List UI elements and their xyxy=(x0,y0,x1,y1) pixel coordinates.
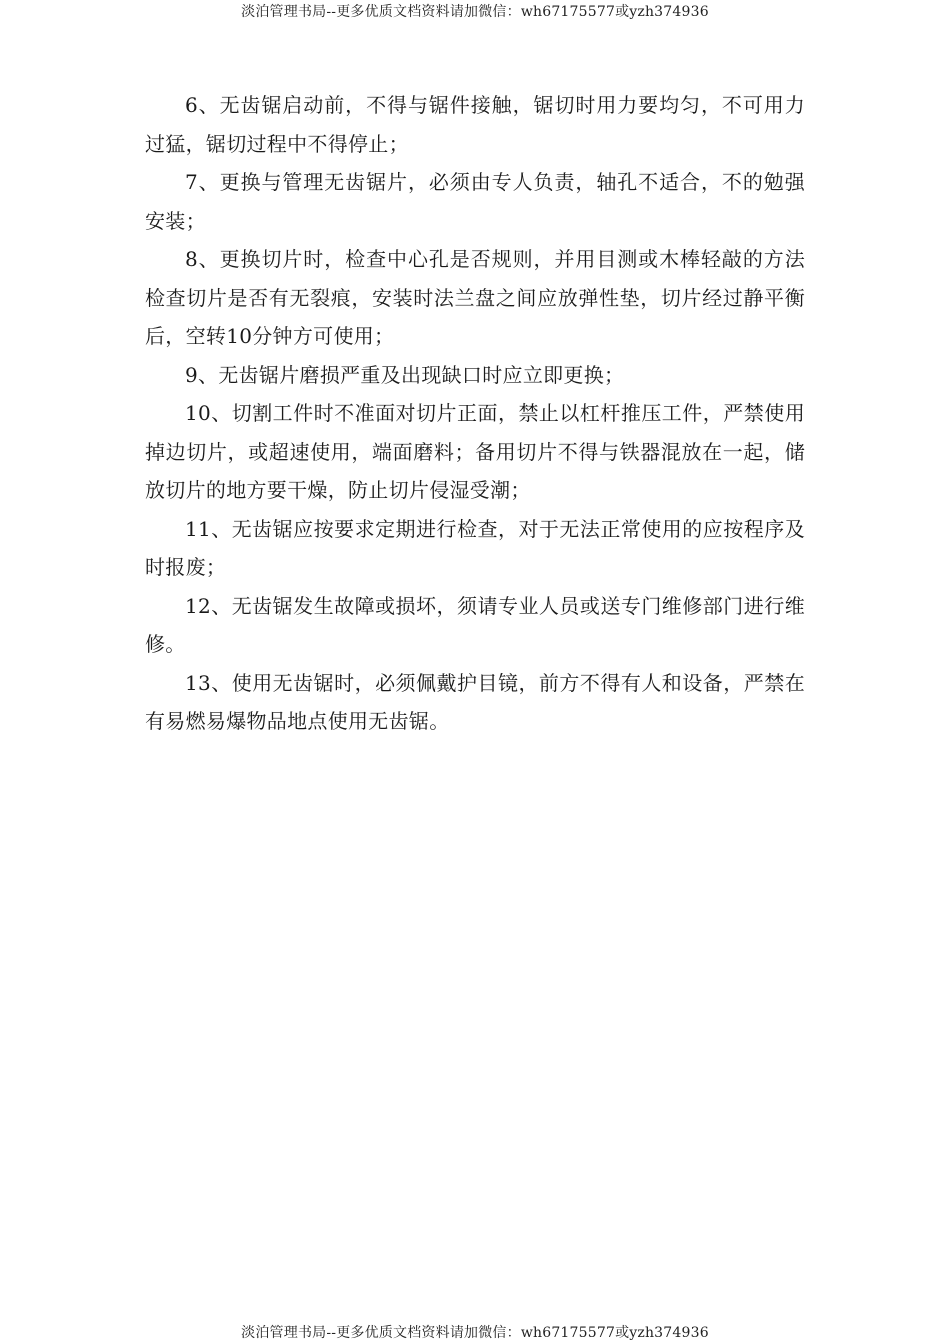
paragraph-item-7: 7、更换与管理无齿锯片，必须由专人负责，轴孔不适合，不的勉强安装； xyxy=(145,170,805,233)
paragraph-item-8: 8、更换切片时，检查中心孔是否规则，并用目测或木棒轻敲的方法检查切片是否有无裂痕，安装时法兰盘之间应放弹性垫，切片经过静平衡后，空转10分钟方可使用； xyxy=(145,247,805,348)
paragraph-item-13: 13、使用无齿锯时，必须佩戴护目镜，前方不得有人和设备，严禁在有易燃易爆物品地点使用无齿锯。 xyxy=(145,670,805,733)
paragraph-item-11: 11、无齿锯应按要求定期进行检查，对于无法正常使用的应按程序及时报废； xyxy=(145,516,805,579)
paragraph-item-10: 10、切割工件时不准面对切片正面，禁止以杠杆推压工件，严禁使用掉边切片，或超速使用，端面磨料；备用切片不得与铁器混放在一起，储放切片的地方要干燥，防止切片侵湿受潮； xyxy=(145,401,805,502)
paragraph-item-9: 9、无齿锯片磨损严重及出现缺口时应立即更换； xyxy=(185,362,625,387)
document-body xyxy=(145,86,805,741)
paragraph-item-12: 12、无齿锯发生故障或损坏，须请专业人员或送专门维修部门进行维修。 xyxy=(145,593,805,656)
page-header: 淡泊管理书局--更多优质文档资料请加微信：wh67175577或yzh374936 xyxy=(241,4,709,20)
paragraph-item-6: 6、无齿锯启动前，不得与锯件接触，锯切时用力要均匀，不可用力过猛，锯切过程中不得停止； xyxy=(145,93,805,156)
page-footer: 淡泊管理书局--更多优质文档资料请加微信：wh67175577或yzh374936 xyxy=(241,1325,709,1341)
